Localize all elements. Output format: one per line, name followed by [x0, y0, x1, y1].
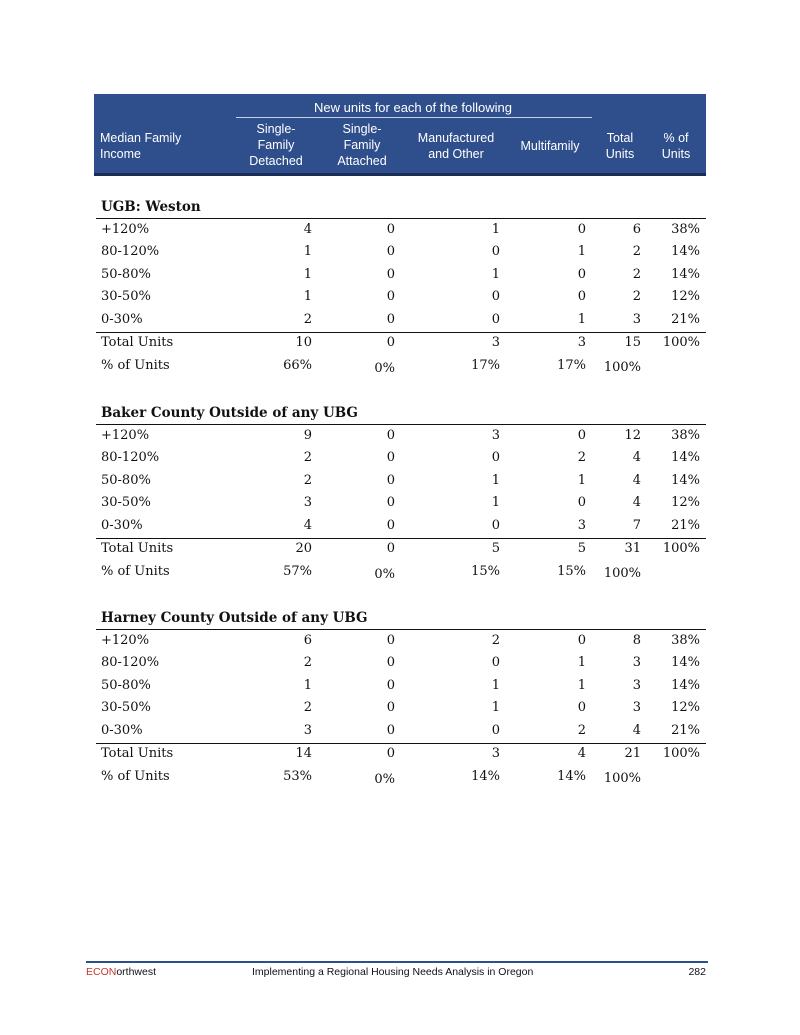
cell-value: 0%: [374, 772, 395, 788]
cell-value: 100%: [603, 771, 641, 787]
cell-value: 1: [303, 677, 312, 693]
footer-rule: [86, 961, 708, 963]
cell-value: 0: [386, 311, 395, 327]
percent-row: [96, 561, 706, 583]
cell-value: 15%: [557, 564, 586, 580]
cell-value: 0: [386, 335, 395, 350]
cell-value: 0: [577, 266, 586, 282]
footer-doc-title: Implementing a Regional Housing Needs Analysis in Oregon: [252, 966, 534, 978]
percent-row: [96, 766, 706, 788]
row-label: 50-80%: [101, 266, 151, 282]
cell-value: 38%: [671, 428, 700, 443]
cell-value: 1: [303, 266, 312, 282]
cell-value: 9: [303, 428, 312, 443]
total-row: [96, 743, 706, 765]
table-row: [96, 652, 706, 674]
cell-value: 2: [632, 266, 641, 282]
cell-value: 1: [491, 266, 500, 282]
cell-value: 38%: [671, 222, 700, 237]
table-row: [96, 492, 706, 514]
cell-value: 15: [624, 335, 641, 350]
cell-value: 3: [632, 677, 641, 693]
cell-value: 0: [491, 244, 500, 260]
cell-value: 0: [386, 450, 395, 466]
header-total-units: Total Units: [605, 131, 635, 161]
cell-value: 57%: [283, 564, 312, 580]
cell-value: 6: [303, 633, 312, 648]
row-label: Total Units: [101, 335, 174, 350]
cell-value: 14%: [671, 472, 700, 488]
cell-value: 31: [624, 541, 641, 556]
cell-value: 0: [577, 633, 586, 648]
cell-value: 0: [491, 311, 500, 327]
cell-value: 14%: [671, 655, 700, 671]
row-label: 0-30%: [101, 517, 143, 533]
cell-value: 3: [491, 335, 500, 350]
cell-value: 10: [295, 335, 312, 350]
cell-value: 0: [386, 289, 395, 305]
cell-value: 0: [577, 428, 586, 443]
cell-value: 3: [491, 746, 500, 761]
row-label: +120%: [101, 428, 150, 443]
cell-value: 0: [386, 677, 395, 693]
cell-value: 1: [577, 655, 586, 671]
cell-value: 4: [577, 746, 586, 761]
cell-value: 1: [491, 472, 500, 488]
cell-value: 14%: [671, 677, 700, 693]
cell-value: 0: [577, 700, 586, 716]
row-label: 30-50%: [101, 700, 151, 716]
cell-value: 1: [491, 700, 500, 716]
cell-value: 1: [577, 472, 586, 488]
cell-value: 0: [491, 289, 500, 305]
cell-value: 0: [386, 472, 395, 488]
cell-value: 2: [303, 472, 312, 488]
cell-value: 2: [303, 450, 312, 466]
cell-value: 4: [632, 472, 641, 488]
table-row: [96, 309, 706, 331]
footer-page-number: 282: [688, 966, 706, 978]
table-row: [96, 286, 706, 308]
row-label: 50-80%: [101, 472, 151, 488]
cell-value: 0: [491, 450, 500, 466]
cell-value: 100%: [662, 541, 700, 556]
cell-value: 0: [386, 700, 395, 716]
cell-value: 4: [303, 222, 312, 237]
cell-value: 14: [295, 746, 312, 761]
cell-value: 21%: [671, 311, 700, 327]
table-row: [96, 720, 706, 742]
cell-value: 4: [303, 517, 312, 533]
cell-value: 12%: [671, 495, 700, 511]
cell-value: 0: [491, 722, 500, 738]
row-label: % of Units: [101, 769, 170, 785]
section-title: Harney County Outside of any UBG: [101, 610, 368, 626]
table-row: [96, 241, 706, 263]
cell-value: 1: [577, 311, 586, 327]
table-row: [96, 675, 706, 697]
cell-value: 21: [624, 746, 641, 761]
cell-value: 1: [303, 244, 312, 260]
cell-value: 1: [303, 289, 312, 305]
header-span-underline: [236, 117, 592, 118]
cell-value: 3: [632, 655, 641, 671]
cell-value: 2: [632, 244, 641, 260]
cell-value: 0: [386, 266, 395, 282]
cell-value: 0: [386, 428, 395, 443]
cell-value: 8: [632, 633, 641, 648]
cell-value: 2: [577, 450, 586, 466]
cell-value: 66%: [283, 358, 312, 374]
cell-value: 100%: [662, 746, 700, 761]
cell-value: 7: [632, 517, 641, 533]
table-row: [96, 630, 706, 652]
header-single-family-attached: Single- Family Attached: [337, 122, 387, 168]
total-row: [96, 538, 706, 560]
cell-value: 17%: [557, 358, 586, 374]
cell-value: 5: [577, 541, 586, 556]
cell-value: 0: [386, 222, 395, 237]
cell-value: 3: [632, 700, 641, 716]
cell-value: 4: [632, 495, 641, 511]
header-single-family-detached: Single- Family Detached: [249, 122, 303, 168]
cell-value: 100%: [603, 360, 641, 376]
cell-value: 0: [386, 655, 395, 671]
table-row: [96, 515, 706, 537]
section-title: UGB: Weston: [101, 199, 201, 215]
cell-value: 2: [303, 700, 312, 716]
row-label: % of Units: [101, 564, 170, 580]
cell-value: 14%: [671, 244, 700, 260]
cell-value: 3: [632, 311, 641, 327]
row-label: % of Units: [101, 358, 170, 374]
cell-value: 0: [577, 495, 586, 511]
header-manufactured-and-other: Manufactured and Other: [417, 131, 495, 161]
footer-brand: ECONorthwest: [86, 966, 157, 978]
cell-value: 3: [303, 722, 312, 738]
cell-value: 1: [491, 222, 500, 237]
cell-value: 0: [577, 289, 586, 305]
row-label: 50-80%: [101, 677, 151, 693]
percent-row: [96, 355, 706, 377]
cell-value: 12: [624, 428, 641, 443]
section-title: Baker County Outside of any UBG: [101, 405, 358, 421]
cell-value: 2: [577, 722, 586, 738]
cell-value: 0: [491, 655, 500, 671]
row-label: Total Units: [101, 541, 174, 556]
cell-value: 6: [632, 222, 641, 237]
cell-value: 53%: [283, 769, 312, 785]
row-label: 80-120%: [101, 450, 160, 466]
row-label: +120%: [101, 222, 150, 237]
cell-value: 12%: [671, 289, 700, 305]
cell-value: 1: [577, 677, 586, 693]
row-label: 30-50%: [101, 495, 151, 511]
row-label: 30-50%: [101, 289, 151, 305]
table-row: [96, 697, 706, 719]
row-label: 80-120%: [101, 244, 160, 260]
table-row: [96, 219, 706, 241]
cell-value: 14%: [671, 450, 700, 466]
row-label: 0-30%: [101, 722, 143, 738]
cell-value: 0: [386, 541, 395, 556]
table-header: [94, 94, 706, 176]
cell-value: 3: [577, 517, 586, 533]
row-label: Total Units: [101, 746, 174, 761]
cell-value: 100%: [662, 335, 700, 350]
header-median-family-income: Median Family Income: [100, 131, 182, 161]
cell-value: 100%: [603, 566, 641, 582]
cell-value: 0: [386, 722, 395, 738]
cell-value: 12%: [671, 700, 700, 716]
cell-value: 0%: [374, 361, 395, 377]
cell-value: 5: [491, 541, 500, 556]
table-row: [96, 447, 706, 469]
cell-value: 1: [491, 495, 500, 511]
table-row: [96, 470, 706, 492]
cell-value: 4: [632, 722, 641, 738]
cell-value: 20: [295, 541, 312, 556]
cell-value: 3: [577, 335, 586, 350]
cell-value: 0: [386, 746, 395, 761]
total-row: [96, 332, 706, 354]
cell-value: 0: [491, 517, 500, 533]
cell-value: 3: [303, 495, 312, 511]
cell-value: 38%: [671, 633, 700, 648]
cell-value: 14%: [471, 769, 500, 785]
cell-value: 0: [386, 633, 395, 648]
cell-value: 1: [577, 244, 586, 260]
cell-value: 1: [491, 677, 500, 693]
cell-value: 2: [491, 633, 500, 648]
cell-value: 17%: [471, 358, 500, 374]
cell-value: 2: [303, 655, 312, 671]
cell-value: 14%: [671, 266, 700, 282]
cell-value: 2: [632, 289, 641, 305]
table-row: [96, 264, 706, 286]
header-multifamily: Multifamily: [520, 139, 580, 153]
cell-value: 4: [632, 450, 641, 466]
cell-value: 0: [577, 222, 586, 237]
cell-value: 14%: [557, 769, 586, 785]
table-row: [96, 425, 706, 447]
row-label: +120%: [101, 633, 150, 648]
cell-value: 0: [386, 495, 395, 511]
row-label: 0-30%: [101, 311, 143, 327]
row-label: 80-120%: [101, 655, 160, 671]
cell-value: 3: [491, 428, 500, 443]
cell-value: 0: [386, 517, 395, 533]
cell-value: 2: [303, 311, 312, 327]
cell-value: 0: [386, 244, 395, 260]
cell-value: 0%: [374, 567, 395, 583]
cell-value: 21%: [671, 722, 700, 738]
cell-value: 15%: [471, 564, 500, 580]
header-span-title: New units for each of the following: [314, 100, 512, 115]
header-percent-of-units: % of Units: [661, 131, 691, 161]
cell-value: 21%: [671, 517, 700, 533]
